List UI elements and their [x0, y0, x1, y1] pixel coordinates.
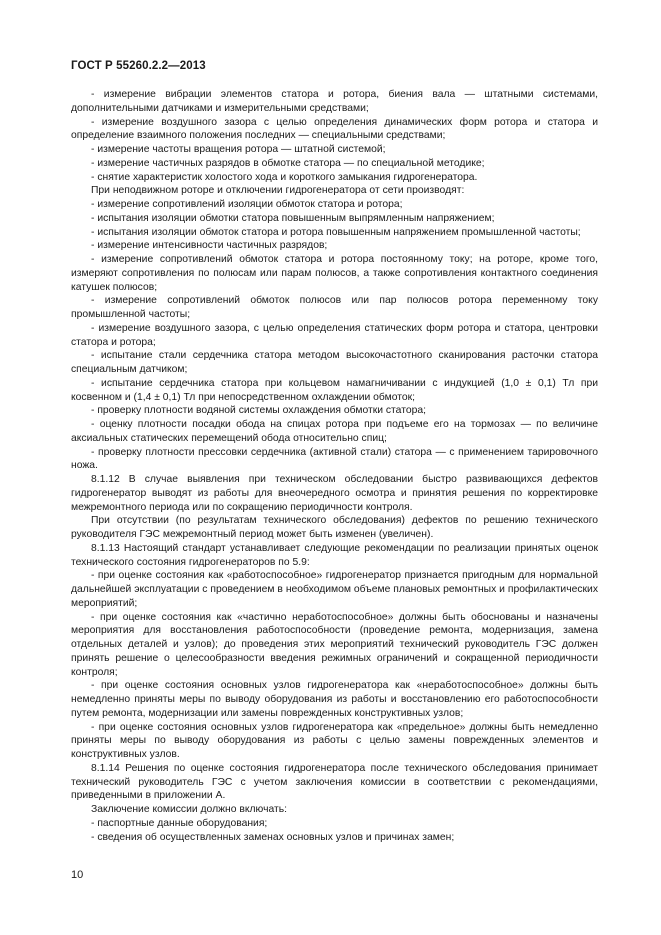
paragraph: - проверку плотности прессовки сердечника (активной стали) статора — с применением тарировочного ножа. [71, 446, 598, 472]
document-body [71, 88, 598, 844]
paragraph: - оценку плотности посадки обода на спицах ротора при подъеме его на тормозах — по величине аксиальных статических перемещений обода относительно спиц; [71, 419, 598, 444]
paragraph: - при оценке состояния основных узлов гидрогенератора как «предельное» должны быть немедленно приняты меры по выводу оборудования из работы с целью замены поврежденных элементов и конструктивных узлов. [71, 721, 598, 760]
paragraph: - паспортные данные оборудования; [91, 817, 268, 829]
paragraph: - испытания изоляции обмотки статора повышенным выпрямленным напряжением; [91, 212, 495, 224]
paragraph: - измерение частоты вращения ротора — штатной системой; [91, 144, 386, 155]
paragraph: - измерение воздушного зазора, с целью определения статических форм ротора и статора, центровки статора и ротора; [71, 322, 598, 348]
paragraph: - измерение сопротивлений изоляции обмоток статора и ротора; [91, 199, 403, 210]
paragraph: При неподвижном роторе и отключении гидрогенератора от сети производят: [91, 185, 465, 197]
paragraph: - измерение воздушного зазора с целью определения динамических форм ротора и статора и определение взаимного положения последних — специальными средствами; [71, 116, 598, 142]
paragraph: - сведения об осуществленных заменах основных узлов и причинах замен; [91, 831, 455, 843]
paragraph: - испытание стали сердечника статора методом высокочастотного сканирования расточки статора специальным датчиком; [71, 350, 598, 375]
paragraph: При отсутствии (по результатам технического обследования) дефектов по решению технического руководителя ГЭС межремонтный период может быть изменен (увеличен). [71, 515, 598, 540]
paragraph: Заключение комиссии должно включать: [91, 804, 287, 815]
page-number: 10 [71, 869, 84, 881]
paragraph: - измерение сопротивлений обмоток статора и ротора постоянному току; на роторе, кроме того, измеряют сопротивления по полюсам или парам полюсов, а также сопротивления контактного соединения катушек полюсов; [71, 254, 598, 293]
paragraph: - проверку плотности водяной системы охлаждения обмотки статора; [91, 405, 426, 417]
document-header: ГОСТ Р 55260.2.2—2013 [71, 60, 206, 72]
paragraph: - испытания изоляции обмоток статора и ротора повышенным напряжением промышленной частоты; [91, 226, 581, 238]
paragraph: 8.1.14 Решения по оценке состояния гидрогенератора после технического обследования принимает технический руководитель ГЭС с учетом заключения комиссии в соответствии с рекомендациями, приведенными в приложении А. [71, 762, 598, 802]
paragraph: - испытание сердечника статора при кольцевом намагничивании с индукцией (1,0 ± 0,1) Тл при косвенном и (1,4 ± 0,1) Тл при непосредственном охлаждении обмоток; [71, 377, 598, 403]
paragraph: 8.1.12 В случае выявления при техническом обследовании быстро развивающихся дефектов гидрогенератор выводят из работы для внеочередного осмотра и принятия решения по корректировке межремонтного периода или по сокращению периодичности контроля. [71, 474, 598, 513]
paragraph: - измерение интенсивности частичных разрядов; [91, 240, 328, 252]
paragraph: - измерение вибрации элементов статора и ротора, биения вала — штатными системами, дополнительными датчиками и измерительными средствами; [71, 89, 598, 114]
paragraph: - снятие характеристик холостого хода и короткого замыкания гидрогенератора. [91, 171, 478, 183]
paragraph: - при оценке состояния как «частично неработоспособное» должны быть обоснованы и назначены мероприятия для восстановления работоспособности (проведение ремонта, модернизация, замена отдельных деталей и узлов); до проведения этих мероприятий технический руководитель ГЭС должен принять решение о целесообразности введения режимных ограничений и сокращенной периодичности контроля; [71, 611, 598, 678]
paragraph: - измерение сопротивлений обмоток полюсов или пар полюсов ротора переменному току промышленной частоты; [71, 295, 598, 320]
paragraph: - при оценке состояния основных узлов гидрогенератора как «неработоспособное» должны быть немедленно приняты меры по выводу оборудования из работы и восстановлению его работоспособности путем ремонта, модернизации или замены поврежденных конструктивных узлов; [71, 680, 598, 719]
paragraph: - измерение частичных разрядов в обмотке статора — по специальной методике; [91, 157, 485, 169]
paragraph: 8.1.13 Настоящий стандарт устанавливает следующие рекомендации по реализации принятых оценок технического состояния гидрогенераторов по 5.9: [71, 542, 598, 568]
paragraph: - при оценке состояния как «работоспособное» гидрогенератор признается пригодным для нормальной дальнейшей эксплуатации с проведением в необходимом объеме плановых ремонтных и профилактических мероприятий; [71, 570, 598, 609]
